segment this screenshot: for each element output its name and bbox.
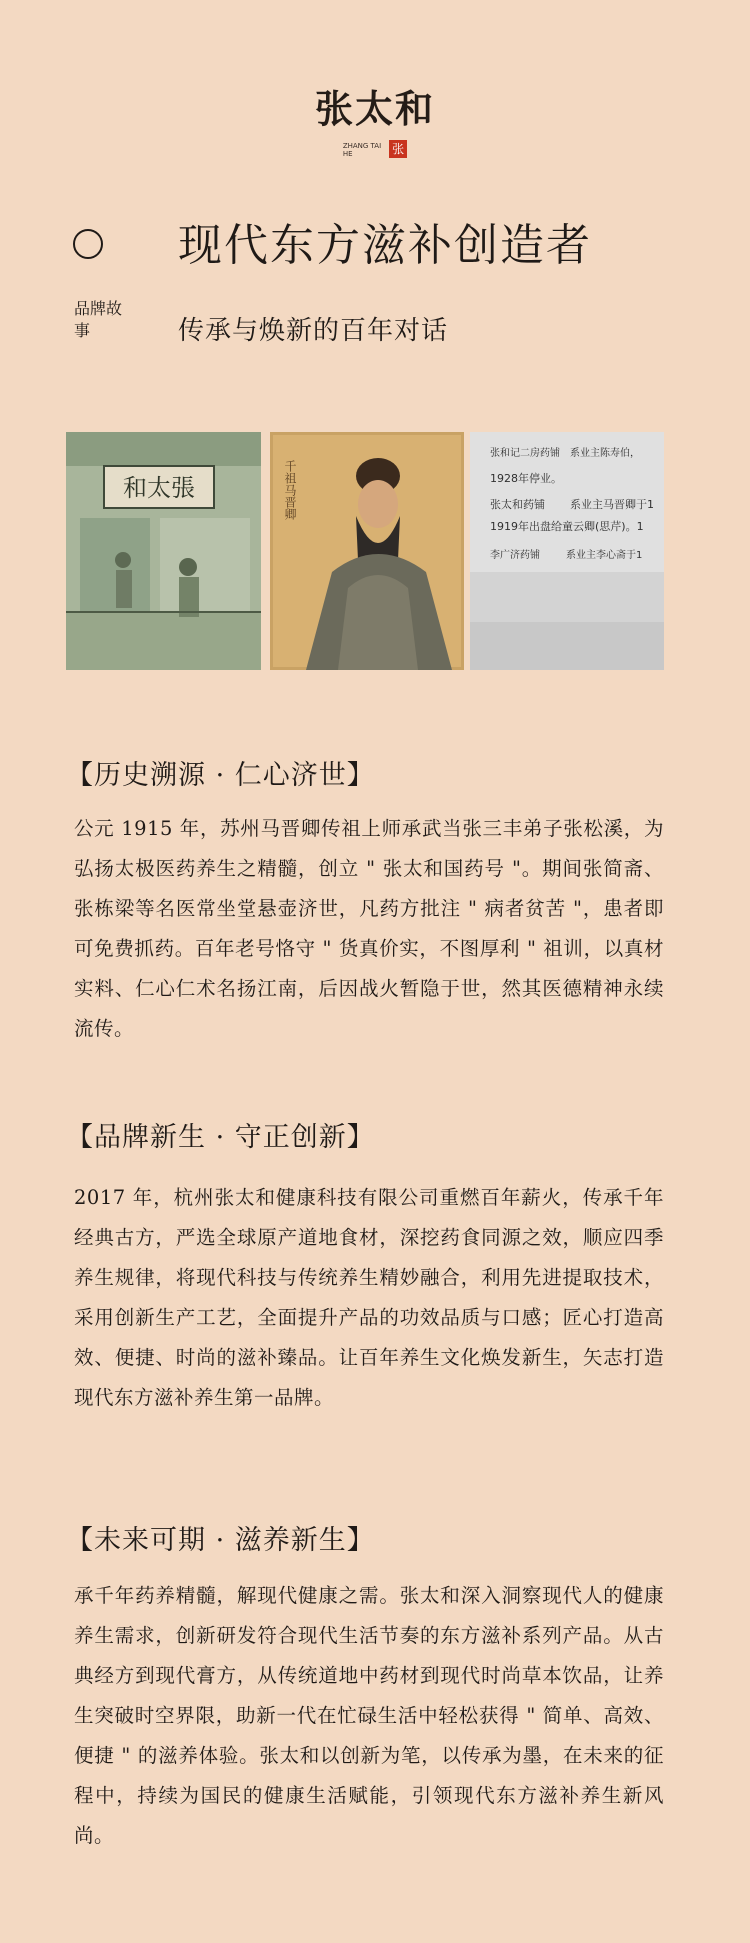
- logo-wordmark: 张太和: [314, 86, 435, 131]
- founder-portrait-image: [270, 432, 464, 670]
- page-title: 现代东方滋补创造者: [178, 220, 592, 271]
- logo-pinyin-line-2: HE: [342, 150, 353, 158]
- logo-pinyin: [343, 142, 381, 158]
- section-body-rebirth: 2017 年，杭州张太和健康科技有限公司重燃百年薪火，传承千年经典古方，严选全球原产道地食材，深挖药食同源之效，顺应四季养生规律，将现代科技与传统养生精妙融合，利用先进提取技术，采用创新生产工艺，全面提升产品的功效品质与口感；匠心打造高效、便捷、时尚的滋补臻品。让百年养生文化焕发新生，矢志打造现代东方滋补养生第一品牌。: [74, 1186, 664, 1409]
- portrait-inscription: 千祖马晋卿: [283, 460, 297, 520]
- archive-line-7: 李广济药铺: [490, 550, 540, 561]
- archive-line-4: 张太和药铺: [490, 498, 545, 511]
- logo-pinyin-line-1: ZHANG TAI: [342, 142, 382, 150]
- archive-line-8: 系业主李心斋于1: [566, 550, 643, 561]
- archive-line-5: 系业主马晋卿于1: [570, 498, 654, 511]
- section-heading-history: 【历史溯源 · 仁心济世】: [66, 760, 375, 791]
- page-subtitle: 传承与焕新的百年对话: [178, 316, 449, 346]
- archive-line-6: 1919年出盘给童云卿(思芹)。1: [490, 520, 644, 533]
- brand-logo: [0, 78, 750, 158]
- section-body-future: 承千年药养精髓，解现代健康之需。张太和深入洞察现代人的健康养生需求，创新研发符合现代生活节奏的东方滋补系列产品。从古典经方到现代膏方，从传统道地中药材到现代时尚草本饮品，让养生突破时空界限，助新一代在忙碌生活中轻松获得 " 简单、高效、便捷 " 的滋养体验。张太和以创新为笔，以传承为墨，在未来的征程中，持续为国民的健康生活赋能，引领现代东方滋补养生新风尚。: [74, 1584, 664, 1847]
- archive-line-3: 1928年停业。: [490, 472, 562, 485]
- shop-sign-text: 和太張: [123, 474, 195, 502]
- photo-strip: [66, 432, 664, 670]
- archive-line-2: 系业主陈寿伯，: [570, 448, 640, 459]
- section-body-history: 公元 1915 年，苏州马晋卿传祖上师承武当张三丰弟子张松溪，为弘扬太极医药养生之精髓，创立 " 张太和国药号 "。期间张简斋、张栋梁等名医常坐堂悬壶济世，凡药方批注 " 病者贫苦 "，患者即可免费抓药。百年老号恪守 " 货真价实，不图厚利 " 祖训，以真材实料、仁心仁术名扬江南，后因战火暂隐于世，然其医德精神永续流传。: [74, 817, 664, 1040]
- archive-book-image: [470, 432, 664, 670]
- circle-icon: [73, 229, 103, 259]
- archive-line-1: 张和记二房药铺: [490, 448, 560, 459]
- section-heading-rebirth: 【品牌新生 · 守正创新】: [66, 1122, 375, 1153]
- brand-story-label: 品牌故事: [74, 299, 123, 340]
- historic-shop-image: [66, 432, 261, 670]
- logo-seal: 张: [389, 140, 407, 158]
- section-heading-future: 【未来可期 · 滋养新生】: [66, 1525, 375, 1556]
